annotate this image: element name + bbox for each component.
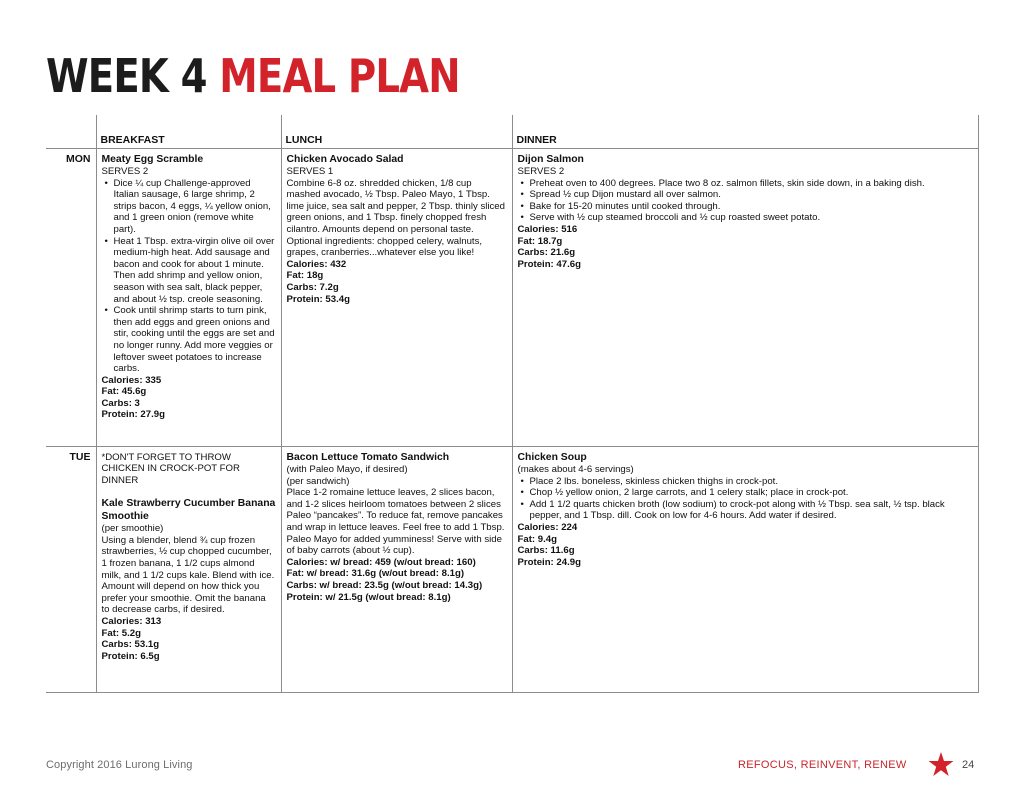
meal-steps: [102, 178, 276, 375]
meal-step: • Chop ½ yellow onion, 2 large carrots, and 1 celery stalk; place in crock-pot.: [530, 487, 973, 499]
meal-name: Dijon Salmon: [517, 153, 584, 165]
meal-plan-table: [46, 115, 979, 693]
mon-dinner-cell: [512, 148, 978, 446]
table-header-row: [46, 115, 978, 148]
meal-step: • Place 2 lbs. boneless, skinless chicken thighs in crock-pot.: [530, 476, 973, 488]
crock-pot-reminder: *DON'T FORGET TO THROW CHICKEN IN CROCK-POT FOR DINNER: [101, 451, 240, 486]
spacer: [102, 486, 276, 498]
meal-name: Bacon Lettuce Tomato Sandwich: [286, 451, 450, 463]
meal-calories: Calories: w/ bread: 459 (w/out bread: 160): [286, 556, 476, 568]
copyright-notice: Copyright 2016 Lurong Living: [46, 759, 193, 771]
meal-serves: SERVES 1: [286, 166, 334, 177]
meal-fat: Fat: 45.6g: [101, 386, 147, 398]
meal-step: • Bake for 15-20 minutes until cooked through.: [530, 201, 973, 213]
page-title-week: WEEK 4: [46, 49, 207, 103]
dinner-column-header: DINNER: [512, 115, 978, 148]
meal-step: • Dice ¼ cup Challenge-approved Italian sausage, 6 large shrimp, 2 strips bacon, 4 eggs, ¼ yellow onion, and 1 green onion (remove white part).: [114, 178, 276, 236]
meal-protein: Protein: 47.6g: [517, 258, 581, 270]
tue-dinner-cell: [512, 446, 978, 693]
meal-steps: [518, 476, 973, 522]
meal-protein: Protein: 53.4g: [286, 293, 350, 305]
meal-step: • Serve with ½ cup steamed broccoli and ½ cup roasted sweet potato.: [530, 212, 973, 224]
meal-step: • Spread ½ cup Dijon mustard all over salmon.: [530, 189, 973, 201]
page-title-meal-plan: MEAL PLAN: [219, 49, 460, 103]
tue-lunch-cell: [281, 446, 512, 693]
meal-step: • Cook until shrimp starts to turn pink, then add eggs and green onions and stir, cooking until the eggs are set and no longer runny. Add more veggies or leftover sweet potatoes to increase carbs.: [114, 305, 276, 375]
mon-breakfast-cell: [96, 148, 281, 446]
meal-name: Kale Strawberry Cucumber Banana Smoothie: [101, 498, 276, 522]
meal-optional-ingredients: Optional ingredients: chopped celery, walnuts, grapes, cranberries...whatever else you like!: [286, 235, 483, 259]
meal-serves: (makes about 4-6 servings): [517, 464, 634, 475]
meal-protein: Protein: w/ 21.5g (w/out bread: 8.1g): [286, 591, 451, 603]
footer-slogan: REFOCUS, REINVENT, RENEW: [738, 759, 907, 771]
day-label-tue: TUE: [46, 446, 96, 693]
meal-step: • Heat 1 Tbsp. extra-virgin olive oil over medium-high heat. Add sausage and bacon and cook for about 1 minute. Then add shrimp and yellow onion, season with sea salt, black pepper, and about ½ tsp. creole seasoning.: [114, 236, 276, 306]
meal-calories: Calories: 516: [517, 223, 578, 235]
meal-name: Chicken Avocado Salad: [286, 153, 404, 165]
meal-instructions: Using a blender, blend ¾ cup frozen strawberries, ½ cup chopped cucumber, 1 frozen banana, 1 1/2 cups almond milk, and 1 1/2 cups kale. Blend with ice. Amount will depend on how thick you prefer your smoothie. Omit the banana to decrease carbs, if desired.: [101, 534, 275, 616]
meal-carbs: Carbs: 11.6g: [517, 545, 575, 557]
meal-fat: Fat: w/ bread: 31.6g (w/out bread: 8.1g): [286, 568, 465, 580]
meal-fat: Fat: 5.2g: [101, 627, 141, 639]
table-row-tue: [46, 446, 978, 693]
meal-name: Chicken Soup: [517, 451, 587, 463]
breakfast-column-header: BREAKFAST: [96, 115, 281, 148]
meal-serves: (per smoothie): [101, 523, 164, 535]
meal-protein: Protein: 6.5g: [101, 650, 160, 662]
meal-name: Meaty Egg Scramble: [101, 153, 204, 165]
meal-serves: SERVES 2: [101, 166, 149, 177]
meal-carbs: Carbs: w/ bread: 23.5g (w/out bread: 14.3g): [286, 579, 483, 591]
meal-serves: (per sandwich): [286, 475, 350, 487]
lunch-column-header: LUNCH: [281, 115, 512, 148]
meal-calories: Calories: 432: [286, 258, 347, 270]
meal-steps: [518, 178, 973, 224]
page-number: 24: [962, 759, 975, 771]
meal-protein: Protein: 27.9g: [101, 409, 165, 421]
meal-protein: Protein: 24.9g: [517, 556, 581, 568]
meal-serves: SERVES 2: [517, 166, 565, 177]
meal-step: • Preheat oven to 400 degrees. Place two 8 oz. salmon fillets, skin side down, in a baking dish.: [530, 178, 973, 190]
meal-instructions: Place 1-2 romaine lettuce leaves, 2 slices bacon, and 1-2 slices heirloom tomatoes between 2 slices Paleo “pancakes”. To reduce fat, remove pancakes and wrap in lettuce leaves. Feel free to add 1 Tbsp. Paleo Mayo for added yumminess! Serve with side of baby carrots (about ½ cup).: [286, 487, 505, 557]
meal-calories: Calories: 224: [517, 521, 578, 533]
day-label-mon: MON: [46, 148, 96, 446]
meal-fat: Fat: 18g: [286, 270, 324, 282]
meal-step: • Add 1 1/2 quarts chicken broth (low sodium) to crock-pot along with ½ Tbsp. sea salt, ½ tsp. black pepper, and 1 Tbsp. dill. Cook on low for 4-6 hours. Add water if desired.: [530, 499, 973, 522]
day-column-header: [46, 115, 96, 148]
meal-carbs: Carbs: 3: [101, 397, 140, 409]
meal-calories: Calories: 335: [101, 374, 162, 386]
meal-subtitle: (with Paleo Mayo, if desired): [286, 464, 408, 475]
tue-breakfast-cell: [96, 446, 281, 693]
meal-fat: Fat: 18.7g: [517, 235, 563, 247]
meal-fat: Fat: 9.4g: [517, 533, 557, 545]
meal-carbs: Carbs: 7.2g: [286, 281, 339, 293]
mon-lunch-cell: [281, 148, 512, 446]
page-title: [46, 50, 460, 102]
meal-instructions: Combine 6-8 oz. shredded chicken, 1/8 cup mashed avocado, ½ Tbsp. Paleo Mayo, 1 Tbsp. lime juice, sea salt and pepper, 2 Tbsp. thinly sliced green onions, and 1 Tbsp. finely chopped fresh cilantro. Amounts depend on personal taste.: [286, 177, 505, 235]
meal-calories: Calories: 313: [101, 616, 162, 628]
meal-carbs: Carbs: 53.1g: [101, 639, 160, 651]
star-icon: [928, 751, 954, 777]
table-row-mon: [46, 148, 978, 446]
meal-carbs: Carbs: 21.6g: [517, 247, 576, 259]
